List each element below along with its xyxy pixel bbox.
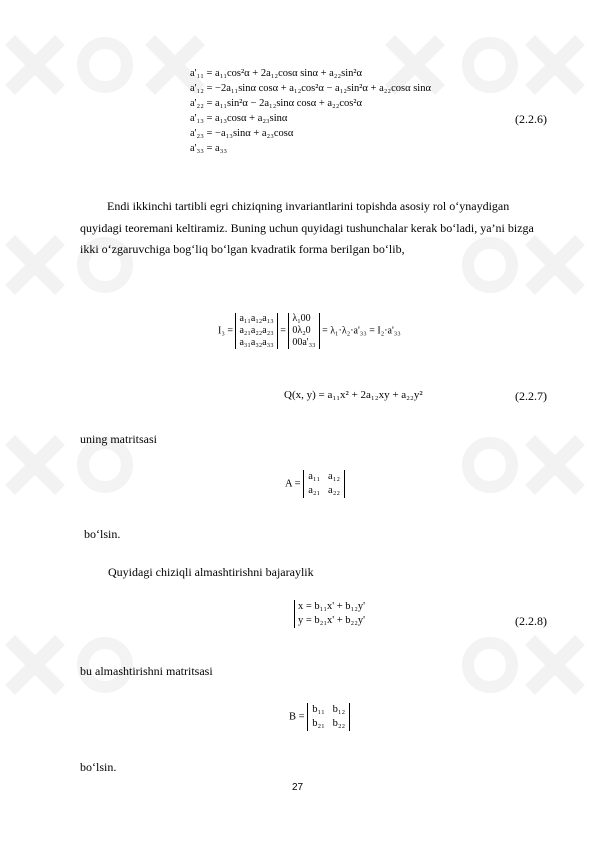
matrix-row: a₁₁a₁₂a₁₃	[239, 313, 274, 324]
matrix-row: b₁₁ b₁₂	[312, 704, 346, 715]
matrix-lhs: A =	[285, 478, 301, 490]
invariant-i3-equation	[218, 313, 401, 349]
equation-line: a'₂₃ = −a₁₃sinα + a₂₃cosα	[190, 128, 294, 139]
equation-number: (2.2.8)	[515, 614, 547, 628]
equation-line: a'₁₂ = −2a₁₁sinα cosα + a₁₂cos²α − a₁₂sin²α + a₂₂cosα sinα	[190, 83, 431, 94]
matrix-row: a₂₁a₂₂a₂₃	[239, 325, 274, 336]
equals-sign: =	[280, 325, 286, 337]
matrix-row: a₃₁a₃₂a₃₃	[239, 337, 274, 348]
equation-rhs: = λ₁·λ₂·a'₃₃ = I₂·a'₃₃	[322, 325, 401, 337]
equation-line: a'₂₂ = a₁₁sin²α − 2a₁₂sinα cosα + a₂₂cos²α	[190, 98, 363, 109]
body-text: uning matritsasi	[80, 432, 157, 446]
matrix-body	[303, 470, 345, 498]
linear-transformation-system	[294, 600, 365, 628]
determinant-lambda	[288, 313, 319, 349]
matrix-row: a₂₁ a₂₂	[308, 485, 341, 496]
equation-line: x = b₁₁x' + b₁₂y'	[298, 601, 366, 612]
equation-line: a'₁₁ = a₁₁cos²α + 2a₁₂cosα sinα + a₂₂sin²α	[190, 68, 363, 79]
equation-line: a'₃₃ = a₃₃	[190, 143, 228, 154]
matrix-row: 00a'₃₃	[292, 337, 316, 348]
page-number: 27	[291, 782, 304, 793]
equation-line: y = b₂₁x' + b₂₂y'	[298, 615, 366, 626]
quadratic-form-equation: Q(x, y) = a₁₁x² + 2a₁₂xy + a₂₂y²	[284, 389, 423, 401]
matrix-lhs: B =	[289, 711, 305, 723]
equation-line: a'₁₃ = a₁₃cosα + a₂₃sinα	[190, 113, 288, 124]
matrix-body	[307, 703, 350, 731]
matrix-row: b₂₁ b₂₂	[312, 718, 346, 729]
body-text: Quyidagi chiziqli almashtirishni bajaraylik	[108, 565, 314, 579]
determinant-a	[235, 313, 277, 349]
matrix-a	[285, 470, 345, 498]
matrix-b	[289, 703, 350, 731]
matrix-row: λ₁00	[292, 313, 311, 324]
equation-number: (2.2.6)	[515, 112, 547, 126]
body-paragraph: Endi ikkinchi tartibli egri chiziqning invariantlarini topishda asosiy rol o‘ynaydigan quyidagi teoremani keltiramiz. Buning uchun quyidagi tushunchalar kerak bo‘ladi, ya’ni bizga ikki o‘zgaruvchiga bog‘liq bo‘lgan kvadratik forma berilgan bo‘lib,	[80, 199, 534, 256]
equation-2-2-6	[190, 66, 431, 156]
equation-lhs: I₃ =	[218, 325, 233, 337]
matrix-row: a₁₁ a₁₂	[308, 471, 341, 482]
system-brace	[294, 600, 365, 628]
equation-number: (2.2.7)	[515, 389, 547, 403]
matrix-row: 0λ₂0	[292, 325, 311, 336]
body-text: bo‘lsin.	[84, 527, 121, 541]
body-text: bu almashtirishni matritsasi	[80, 664, 213, 678]
body-text: bo‘lsin.	[80, 760, 117, 774]
